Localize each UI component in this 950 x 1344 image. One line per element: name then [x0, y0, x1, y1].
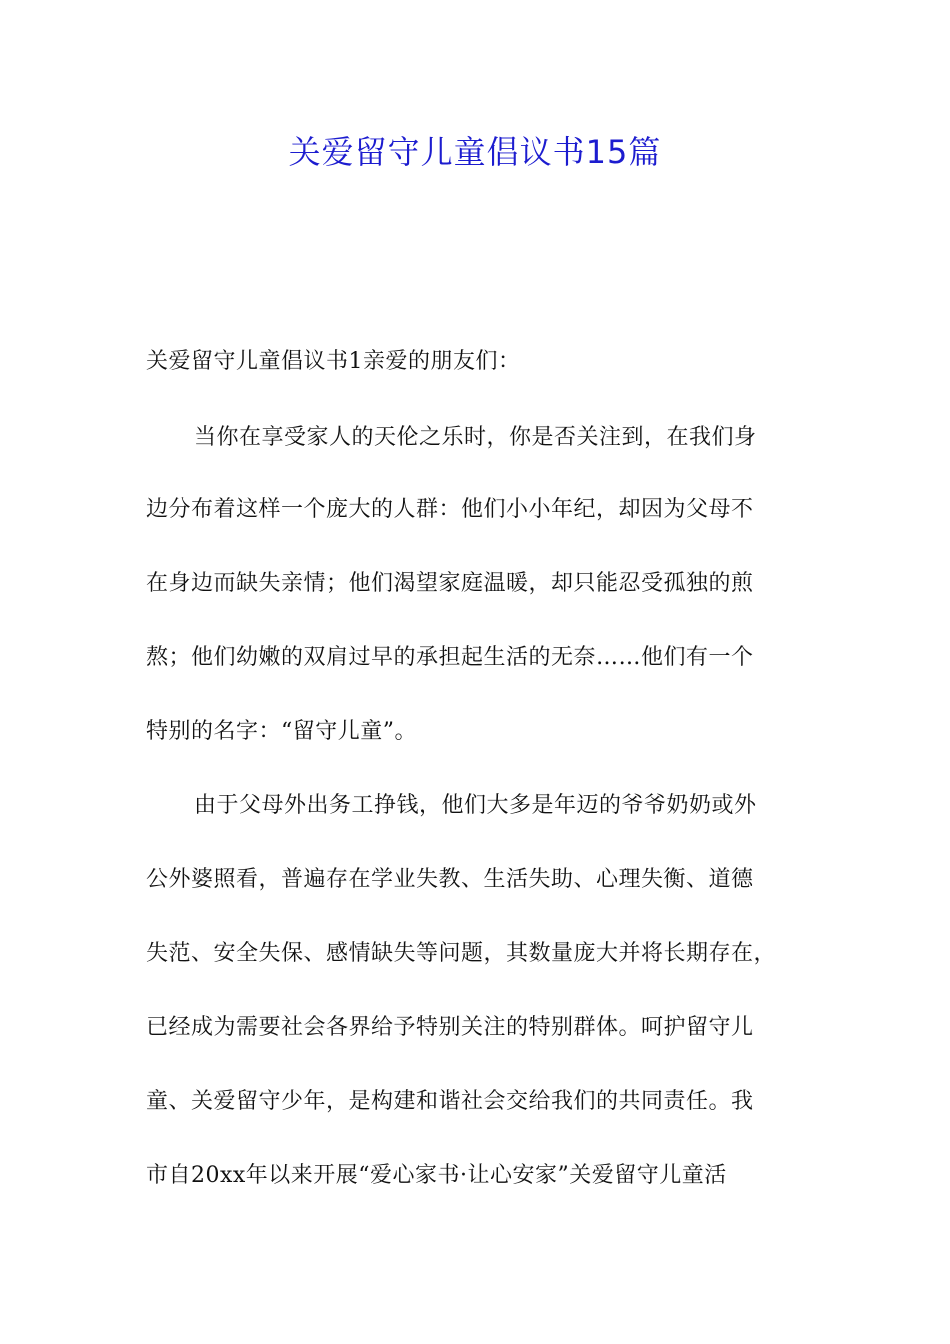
paragraph-line: 当你在享受家人的天伦之乐时，你是否关注到，在我们身	[194, 425, 757, 450]
paragraph-line: 在身边而缺失亲情；他们渴望家庭温暖，却只能忍受孤独的煎	[146, 571, 754, 596]
greeting-line: 关爱留守儿童倡议书1亲爱的朋友们：	[146, 349, 521, 374]
paragraph-line: 已经成为需要社会各界给予特别关注的特别群体。呵护留守儿	[146, 1015, 754, 1040]
paragraph-line: 特别的名字：“留守儿童”。	[146, 719, 417, 744]
paragraph-line: 市自20xx年以来开展“爱心家书·让心安家”关爱留守儿童活	[146, 1163, 727, 1188]
paragraph-line: 边分布着这样一个庞大的人群：他们小小年纪，却因为父母不	[146, 497, 754, 522]
paragraph-line: 童、关爱留守少年，是构建和谐社会交给我们的共同责任。我	[146, 1089, 754, 1114]
paragraph-line: 公外婆照看，普遍存在学业失教、生活失助、心理失衡、道德	[146, 867, 754, 892]
paragraph-line: 由于父母外出务工挣钱，他们大多是年迈的爷爷奶奶或外	[194, 793, 757, 818]
paragraph-line: 熬；他们幼嫩的双肩过早的承担起生活的无奈……他们有一个	[146, 645, 754, 670]
document-title: 关爱留守儿童倡议书15篇	[288, 133, 662, 171]
paragraph-line: 失范、安全失保、感情缺失等问题，其数量庞大并将长期存在，	[146, 941, 777, 966]
